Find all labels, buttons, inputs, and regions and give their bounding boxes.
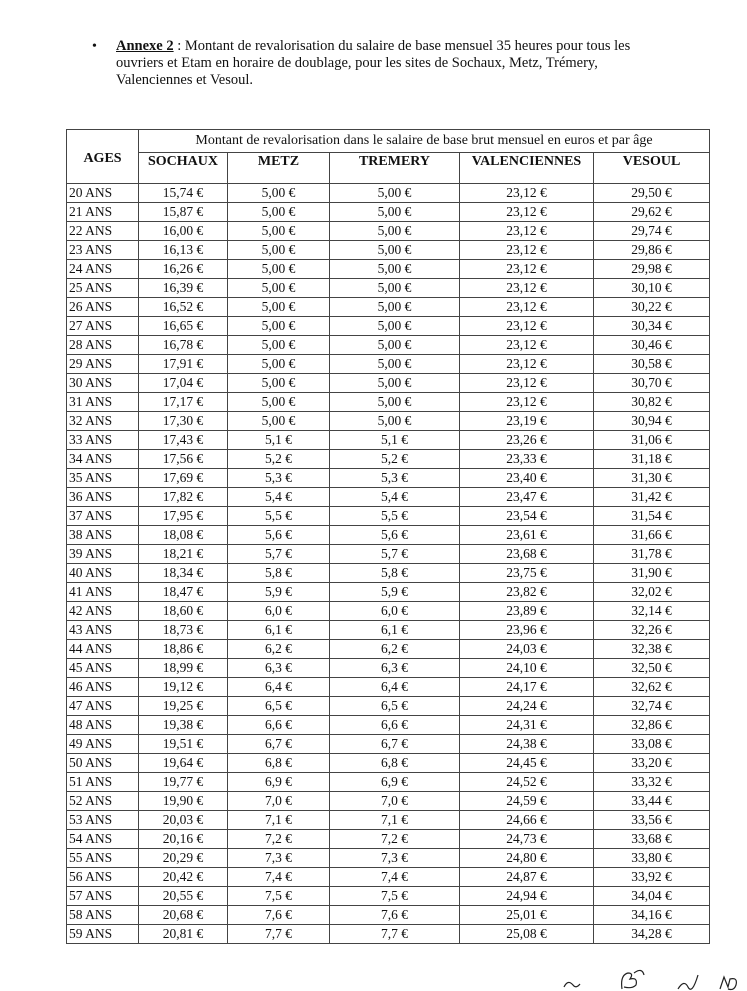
cell-tremery: 5,6 € bbox=[330, 526, 460, 545]
cell-tremery: 7,7 € bbox=[330, 925, 460, 944]
cell-tremery: 6,7 € bbox=[330, 735, 460, 754]
cell-sochaux: 20,16 € bbox=[139, 830, 228, 849]
table-row bbox=[67, 754, 710, 773]
cell-age: 24 ANS bbox=[67, 260, 139, 279]
cell-valenciennes: 23,89 € bbox=[460, 602, 594, 621]
cell-vesoul: 30,58 € bbox=[594, 355, 710, 374]
cell-age: 25 ANS bbox=[67, 279, 139, 298]
table-row bbox=[67, 678, 710, 697]
cell-tremery: 5,2 € bbox=[330, 450, 460, 469]
cell-valenciennes: 23,75 € bbox=[460, 564, 594, 583]
cell-vesoul: 33,08 € bbox=[594, 735, 710, 754]
table-row bbox=[67, 279, 710, 298]
cell-tremery: 6,1 € bbox=[330, 621, 460, 640]
table-row bbox=[67, 469, 710, 488]
cell-metz: 6,8 € bbox=[228, 754, 330, 773]
table-row bbox=[67, 260, 710, 279]
cell-valenciennes: 23,12 € bbox=[460, 355, 594, 374]
cell-sochaux: 20,55 € bbox=[139, 887, 228, 906]
table-row bbox=[67, 716, 710, 735]
cell-vesoul: 29,74 € bbox=[594, 222, 710, 241]
signature-initials bbox=[560, 963, 745, 991]
table-row bbox=[67, 374, 710, 393]
cell-sochaux: 18,47 € bbox=[139, 583, 228, 602]
cell-metz: 5,00 € bbox=[228, 279, 330, 298]
cell-sochaux: 17,30 € bbox=[139, 412, 228, 431]
table-row bbox=[67, 640, 710, 659]
cell-tremery: 6,2 € bbox=[330, 640, 460, 659]
cell-valenciennes: 25,01 € bbox=[460, 906, 594, 925]
cell-tremery: 6,0 € bbox=[330, 602, 460, 621]
cell-age: 47 ANS bbox=[67, 697, 139, 716]
cell-age: 48 ANS bbox=[67, 716, 139, 735]
cell-valenciennes: 23,12 € bbox=[460, 393, 594, 412]
table-row bbox=[67, 203, 710, 222]
cell-sochaux: 19,64 € bbox=[139, 754, 228, 773]
cell-metz: 5,2 € bbox=[228, 450, 330, 469]
cell-age: 57 ANS bbox=[67, 887, 139, 906]
cell-metz: 5,8 € bbox=[228, 564, 330, 583]
cell-metz: 6,1 € bbox=[228, 621, 330, 640]
cell-sochaux: 18,60 € bbox=[139, 602, 228, 621]
table-row bbox=[67, 222, 710, 241]
cell-sochaux: 17,04 € bbox=[139, 374, 228, 393]
cell-vesoul: 29,98 € bbox=[594, 260, 710, 279]
cell-tremery: 5,00 € bbox=[330, 298, 460, 317]
cell-age: 27 ANS bbox=[67, 317, 139, 336]
cell-valenciennes: 23,68 € bbox=[460, 545, 594, 564]
cell-valenciennes: 23,12 € bbox=[460, 374, 594, 393]
cell-vesoul: 31,18 € bbox=[594, 450, 710, 469]
cell-age: 46 ANS bbox=[67, 678, 139, 697]
cell-age: 26 ANS bbox=[67, 298, 139, 317]
cell-tremery: 5,00 € bbox=[330, 374, 460, 393]
cell-age: 44 ANS bbox=[67, 640, 139, 659]
cell-vesoul: 31,30 € bbox=[594, 469, 710, 488]
cell-valenciennes: 24,66 € bbox=[460, 811, 594, 830]
table-body bbox=[67, 184, 710, 944]
cell-age: 31 ANS bbox=[67, 393, 139, 412]
table-row bbox=[67, 317, 710, 336]
cell-sochaux: 18,08 € bbox=[139, 526, 228, 545]
cell-vesoul: 32,14 € bbox=[594, 602, 710, 621]
cell-vesoul: 31,66 € bbox=[594, 526, 710, 545]
table-row bbox=[67, 393, 710, 412]
cell-tremery: 5,1 € bbox=[330, 431, 460, 450]
cell-vesoul: 30,22 € bbox=[594, 298, 710, 317]
cell-age: 28 ANS bbox=[67, 336, 139, 355]
table-row bbox=[67, 431, 710, 450]
cell-sochaux: 20,03 € bbox=[139, 811, 228, 830]
table-row bbox=[67, 336, 710, 355]
cell-tremery: 7,0 € bbox=[330, 792, 460, 811]
cell-sochaux: 19,90 € bbox=[139, 792, 228, 811]
cell-vesoul: 34,16 € bbox=[594, 906, 710, 925]
cell-vesoul: 31,42 € bbox=[594, 488, 710, 507]
cell-metz: 7,7 € bbox=[228, 925, 330, 944]
cell-metz: 7,0 € bbox=[228, 792, 330, 811]
cell-valenciennes: 23,12 € bbox=[460, 184, 594, 203]
cell-metz: 5,00 € bbox=[228, 298, 330, 317]
table-row bbox=[67, 621, 710, 640]
cell-age: 30 ANS bbox=[67, 374, 139, 393]
cell-tremery: 5,7 € bbox=[330, 545, 460, 564]
cell-age: 35 ANS bbox=[67, 469, 139, 488]
cell-vesoul: 32,38 € bbox=[594, 640, 710, 659]
cell-valenciennes: 24,73 € bbox=[460, 830, 594, 849]
cell-vesoul: 33,56 € bbox=[594, 811, 710, 830]
table-row bbox=[67, 412, 710, 431]
cell-valenciennes: 24,80 € bbox=[460, 849, 594, 868]
cell-sochaux: 17,91 € bbox=[139, 355, 228, 374]
cell-age: 37 ANS bbox=[67, 507, 139, 526]
cell-metz: 5,00 € bbox=[228, 317, 330, 336]
cell-sochaux: 19,38 € bbox=[139, 716, 228, 735]
cell-age: 59 ANS bbox=[67, 925, 139, 944]
cell-vesoul: 30,94 € bbox=[594, 412, 710, 431]
table-row bbox=[67, 355, 710, 374]
cell-metz: 6,0 € bbox=[228, 602, 330, 621]
cell-vesoul: 29,86 € bbox=[594, 241, 710, 260]
cell-sochaux: 17,43 € bbox=[139, 431, 228, 450]
cell-valenciennes: 25,08 € bbox=[460, 925, 594, 944]
cell-tremery: 6,4 € bbox=[330, 678, 460, 697]
cell-age: 49 ANS bbox=[67, 735, 139, 754]
cell-age: 33 ANS bbox=[67, 431, 139, 450]
table-row bbox=[67, 868, 710, 887]
cell-tremery: 6,5 € bbox=[330, 697, 460, 716]
cell-vesoul: 32,26 € bbox=[594, 621, 710, 640]
cell-metz: 5,00 € bbox=[228, 203, 330, 222]
revaluation-table bbox=[66, 129, 710, 944]
table-row bbox=[67, 887, 710, 906]
cell-sochaux: 17,82 € bbox=[139, 488, 228, 507]
cell-age: 22 ANS bbox=[67, 222, 139, 241]
cell-tremery: 5,00 € bbox=[330, 336, 460, 355]
cell-age: 43 ANS bbox=[67, 621, 139, 640]
cell-metz: 6,5 € bbox=[228, 697, 330, 716]
table-row bbox=[67, 925, 710, 944]
intro-line-1 bbox=[116, 38, 702, 55]
cell-tremery: 5,8 € bbox=[330, 564, 460, 583]
cell-vesoul: 34,04 € bbox=[594, 887, 710, 906]
table-row bbox=[67, 697, 710, 716]
cell-sochaux: 18,21 € bbox=[139, 545, 228, 564]
cell-valenciennes: 23,82 € bbox=[460, 583, 594, 602]
cell-valenciennes: 23,47 € bbox=[460, 488, 594, 507]
site-header-valenciennes: VALENCIENNES bbox=[460, 153, 594, 184]
cell-tremery: 5,9 € bbox=[330, 583, 460, 602]
table-row bbox=[67, 488, 710, 507]
cell-valenciennes: 23,96 € bbox=[460, 621, 594, 640]
cell-sochaux: 16,26 € bbox=[139, 260, 228, 279]
cell-sochaux: 16,65 € bbox=[139, 317, 228, 336]
site-header-sochaux: SOCHAUX bbox=[139, 153, 228, 184]
cell-tremery: 6,9 € bbox=[330, 773, 460, 792]
cell-age: 21 ANS bbox=[67, 203, 139, 222]
cell-sochaux: 17,17 € bbox=[139, 393, 228, 412]
cell-age: 38 ANS bbox=[67, 526, 139, 545]
cell-age: 58 ANS bbox=[67, 906, 139, 925]
table-row bbox=[67, 830, 710, 849]
cell-vesoul: 32,86 € bbox=[594, 716, 710, 735]
cell-tremery: 5,00 € bbox=[330, 203, 460, 222]
cell-tremery: 5,00 € bbox=[330, 279, 460, 298]
cell-tremery: 5,3 € bbox=[330, 469, 460, 488]
cell-tremery: 5,00 € bbox=[330, 260, 460, 279]
cell-valenciennes: 23,12 € bbox=[460, 298, 594, 317]
cell-age: 56 ANS bbox=[67, 868, 139, 887]
cell-sochaux: 19,25 € bbox=[139, 697, 228, 716]
cell-sochaux: 18,34 € bbox=[139, 564, 228, 583]
cell-vesoul: 32,50 € bbox=[594, 659, 710, 678]
cell-metz: 7,2 € bbox=[228, 830, 330, 849]
cell-tremery: 6,6 € bbox=[330, 716, 460, 735]
cell-valenciennes: 24,03 € bbox=[460, 640, 594, 659]
table-row bbox=[67, 735, 710, 754]
cell-age: 32 ANS bbox=[67, 412, 139, 431]
cell-age: 29 ANS bbox=[67, 355, 139, 374]
cell-tremery: 6,3 € bbox=[330, 659, 460, 678]
cell-age: 55 ANS bbox=[67, 849, 139, 868]
intro-line-3: Valenciennes et Vesoul. bbox=[116, 72, 254, 88]
intro-line-1-text: : Montant de revalorisation du salaire de base mensuel 35 heures pour tous les bbox=[173, 38, 631, 54]
cell-metz: 6,9 € bbox=[228, 773, 330, 792]
cell-tremery: 5,00 € bbox=[330, 184, 460, 203]
cell-vesoul: 30,34 € bbox=[594, 317, 710, 336]
cell-age: 42 ANS bbox=[67, 602, 139, 621]
cell-valenciennes: 23,12 € bbox=[460, 260, 594, 279]
cell-valenciennes: 23,54 € bbox=[460, 507, 594, 526]
table-row bbox=[67, 906, 710, 925]
cell-vesoul: 29,62 € bbox=[594, 203, 710, 222]
cell-age: 23 ANS bbox=[67, 241, 139, 260]
cell-sochaux: 19,77 € bbox=[139, 773, 228, 792]
cell-age: 54 ANS bbox=[67, 830, 139, 849]
cell-metz: 7,3 € bbox=[228, 849, 330, 868]
table-row bbox=[67, 526, 710, 545]
cell-metz: 6,2 € bbox=[228, 640, 330, 659]
cell-vesoul: 31,54 € bbox=[594, 507, 710, 526]
cell-vesoul: 34,28 € bbox=[594, 925, 710, 944]
cell-sochaux: 15,87 € bbox=[139, 203, 228, 222]
cell-tremery: 7,3 € bbox=[330, 849, 460, 868]
cell-age: 36 ANS bbox=[67, 488, 139, 507]
cell-valenciennes: 24,94 € bbox=[460, 887, 594, 906]
cell-vesoul: 31,78 € bbox=[594, 545, 710, 564]
table-caption: Montant de revalorisation dans le salaire de base brut mensuel en euros et par âge bbox=[139, 130, 710, 153]
cell-valenciennes: 24,87 € bbox=[460, 868, 594, 887]
cell-vesoul: 31,90 € bbox=[594, 564, 710, 583]
cell-valenciennes: 24,52 € bbox=[460, 773, 594, 792]
cell-vesoul: 33,44 € bbox=[594, 792, 710, 811]
cell-valenciennes: 23,40 € bbox=[460, 469, 594, 488]
cell-vesoul: 33,80 € bbox=[594, 849, 710, 868]
cell-metz: 5,00 € bbox=[228, 374, 330, 393]
cell-valenciennes: 23,26 € bbox=[460, 431, 594, 450]
cell-age: 41 ANS bbox=[67, 583, 139, 602]
cell-metz: 5,6 € bbox=[228, 526, 330, 545]
cell-vesoul: 33,20 € bbox=[594, 754, 710, 773]
table-row bbox=[67, 659, 710, 678]
cell-valenciennes: 23,12 € bbox=[460, 203, 594, 222]
cell-tremery: 6,8 € bbox=[330, 754, 460, 773]
table-row bbox=[67, 792, 710, 811]
cell-age: 51 ANS bbox=[67, 773, 139, 792]
cell-tremery: 5,00 € bbox=[330, 355, 460, 374]
annex-label: Annexe 2 bbox=[116, 38, 174, 54]
cell-age: 45 ANS bbox=[67, 659, 139, 678]
cell-metz: 6,3 € bbox=[228, 659, 330, 678]
cell-vesoul: 30,46 € bbox=[594, 336, 710, 355]
cell-tremery: 5,00 € bbox=[330, 222, 460, 241]
site-header-metz: METZ bbox=[228, 153, 330, 184]
table-row bbox=[67, 583, 710, 602]
cell-valenciennes: 24,24 € bbox=[460, 697, 594, 716]
cell-metz: 6,6 € bbox=[228, 716, 330, 735]
cell-vesoul: 29,50 € bbox=[594, 184, 710, 203]
cell-metz: 5,00 € bbox=[228, 355, 330, 374]
intro-line-2: ouvriers et Etam en horaire de doublage, pour les sites de Sochaux, Metz, Trémery, bbox=[116, 55, 598, 71]
cell-vesoul: 33,68 € bbox=[594, 830, 710, 849]
cell-valenciennes: 23,61 € bbox=[460, 526, 594, 545]
cell-metz: 6,7 € bbox=[228, 735, 330, 754]
table-row bbox=[67, 545, 710, 564]
cell-metz: 5,5 € bbox=[228, 507, 330, 526]
cell-valenciennes: 24,59 € bbox=[460, 792, 594, 811]
cell-vesoul: 32,02 € bbox=[594, 583, 710, 602]
cell-tremery: 5,00 € bbox=[330, 317, 460, 336]
cell-sochaux: 16,78 € bbox=[139, 336, 228, 355]
cell-tremery: 7,6 € bbox=[330, 906, 460, 925]
site-header-vesoul: VESOUL bbox=[594, 153, 710, 184]
cell-metz: 5,00 € bbox=[228, 336, 330, 355]
cell-valenciennes: 23,12 € bbox=[460, 317, 594, 336]
cell-tremery: 5,00 € bbox=[330, 241, 460, 260]
cell-sochaux: 16,52 € bbox=[139, 298, 228, 317]
cell-vesoul: 31,06 € bbox=[594, 431, 710, 450]
cell-tremery: 5,00 € bbox=[330, 393, 460, 412]
cell-metz: 7,4 € bbox=[228, 868, 330, 887]
table-row bbox=[67, 241, 710, 260]
table-row bbox=[67, 811, 710, 830]
cell-metz: 5,00 € bbox=[228, 241, 330, 260]
cell-metz: 6,4 € bbox=[228, 678, 330, 697]
cell-valenciennes: 23,12 € bbox=[460, 336, 594, 355]
cell-age: 53 ANS bbox=[67, 811, 139, 830]
cell-sochaux: 16,00 € bbox=[139, 222, 228, 241]
table-row bbox=[67, 298, 710, 317]
cell-sochaux: 18,86 € bbox=[139, 640, 228, 659]
table-row bbox=[67, 450, 710, 469]
bullet-icon: • bbox=[92, 39, 97, 54]
cell-metz: 5,7 € bbox=[228, 545, 330, 564]
cell-sochaux: 15,74 € bbox=[139, 184, 228, 203]
cell-valenciennes: 24,45 € bbox=[460, 754, 594, 773]
cell-metz: 5,4 € bbox=[228, 488, 330, 507]
cell-sochaux: 20,81 € bbox=[139, 925, 228, 944]
cell-valenciennes: 23,12 € bbox=[460, 279, 594, 298]
cell-tremery: 5,5 € bbox=[330, 507, 460, 526]
cell-sochaux: 20,42 € bbox=[139, 868, 228, 887]
cell-vesoul: 30,70 € bbox=[594, 374, 710, 393]
cell-valenciennes: 23,12 € bbox=[460, 241, 594, 260]
cell-vesoul: 33,32 € bbox=[594, 773, 710, 792]
cell-tremery: 7,5 € bbox=[330, 887, 460, 906]
intro-text bbox=[116, 38, 702, 89]
cell-metz: 5,00 € bbox=[228, 222, 330, 241]
cell-valenciennes: 24,10 € bbox=[460, 659, 594, 678]
cell-metz: 5,00 € bbox=[228, 393, 330, 412]
cell-vesoul: 32,62 € bbox=[594, 678, 710, 697]
cell-sochaux: 20,29 € bbox=[139, 849, 228, 868]
cell-sochaux: 17,56 € bbox=[139, 450, 228, 469]
cell-sochaux: 18,73 € bbox=[139, 621, 228, 640]
table-row bbox=[67, 184, 710, 203]
cell-metz: 5,3 € bbox=[228, 469, 330, 488]
table-row bbox=[67, 564, 710, 583]
cell-valenciennes: 23,19 € bbox=[460, 412, 594, 431]
ages-header: AGES bbox=[67, 130, 139, 184]
cell-metz: 5,9 € bbox=[228, 583, 330, 602]
cell-tremery: 5,4 € bbox=[330, 488, 460, 507]
table-row bbox=[67, 849, 710, 868]
cell-age: 50 ANS bbox=[67, 754, 139, 773]
cell-metz: 5,1 € bbox=[228, 431, 330, 450]
cell-sochaux: 16,13 € bbox=[139, 241, 228, 260]
site-header-tremery: TREMERY bbox=[330, 153, 460, 184]
cell-sochaux: 19,51 € bbox=[139, 735, 228, 754]
cell-age: 39 ANS bbox=[67, 545, 139, 564]
cell-sochaux: 20,68 € bbox=[139, 906, 228, 925]
cell-valenciennes: 24,31 € bbox=[460, 716, 594, 735]
table-row bbox=[67, 602, 710, 621]
cell-metz: 7,6 € bbox=[228, 906, 330, 925]
cell-tremery: 7,4 € bbox=[330, 868, 460, 887]
cell-valenciennes: 23,12 € bbox=[460, 222, 594, 241]
cell-vesoul: 33,92 € bbox=[594, 868, 710, 887]
cell-valenciennes: 24,17 € bbox=[460, 678, 594, 697]
cell-metz: 5,00 € bbox=[228, 184, 330, 203]
cell-sochaux: 17,95 € bbox=[139, 507, 228, 526]
cell-age: 34 ANS bbox=[67, 450, 139, 469]
cell-tremery: 7,1 € bbox=[330, 811, 460, 830]
cell-valenciennes: 24,38 € bbox=[460, 735, 594, 754]
cell-sochaux: 17,69 € bbox=[139, 469, 228, 488]
cell-age: 20 ANS bbox=[67, 184, 139, 203]
table-row bbox=[67, 773, 710, 792]
cell-tremery: 5,00 € bbox=[330, 412, 460, 431]
cell-age: 52 ANS bbox=[67, 792, 139, 811]
cell-sochaux: 16,39 € bbox=[139, 279, 228, 298]
cell-vesoul: 30,10 € bbox=[594, 279, 710, 298]
annex-intro bbox=[92, 38, 702, 89]
cell-metz: 5,00 € bbox=[228, 260, 330, 279]
cell-tremery: 7,2 € bbox=[330, 830, 460, 849]
cell-metz: 5,00 € bbox=[228, 412, 330, 431]
cell-metz: 7,5 € bbox=[228, 887, 330, 906]
cell-metz: 7,1 € bbox=[228, 811, 330, 830]
cell-sochaux: 18,99 € bbox=[139, 659, 228, 678]
cell-vesoul: 32,74 € bbox=[594, 697, 710, 716]
cell-age: 40 ANS bbox=[67, 564, 139, 583]
cell-vesoul: 30,82 € bbox=[594, 393, 710, 412]
table-row bbox=[67, 507, 710, 526]
cell-sochaux: 19,12 € bbox=[139, 678, 228, 697]
cell-valenciennes: 23,33 € bbox=[460, 450, 594, 469]
